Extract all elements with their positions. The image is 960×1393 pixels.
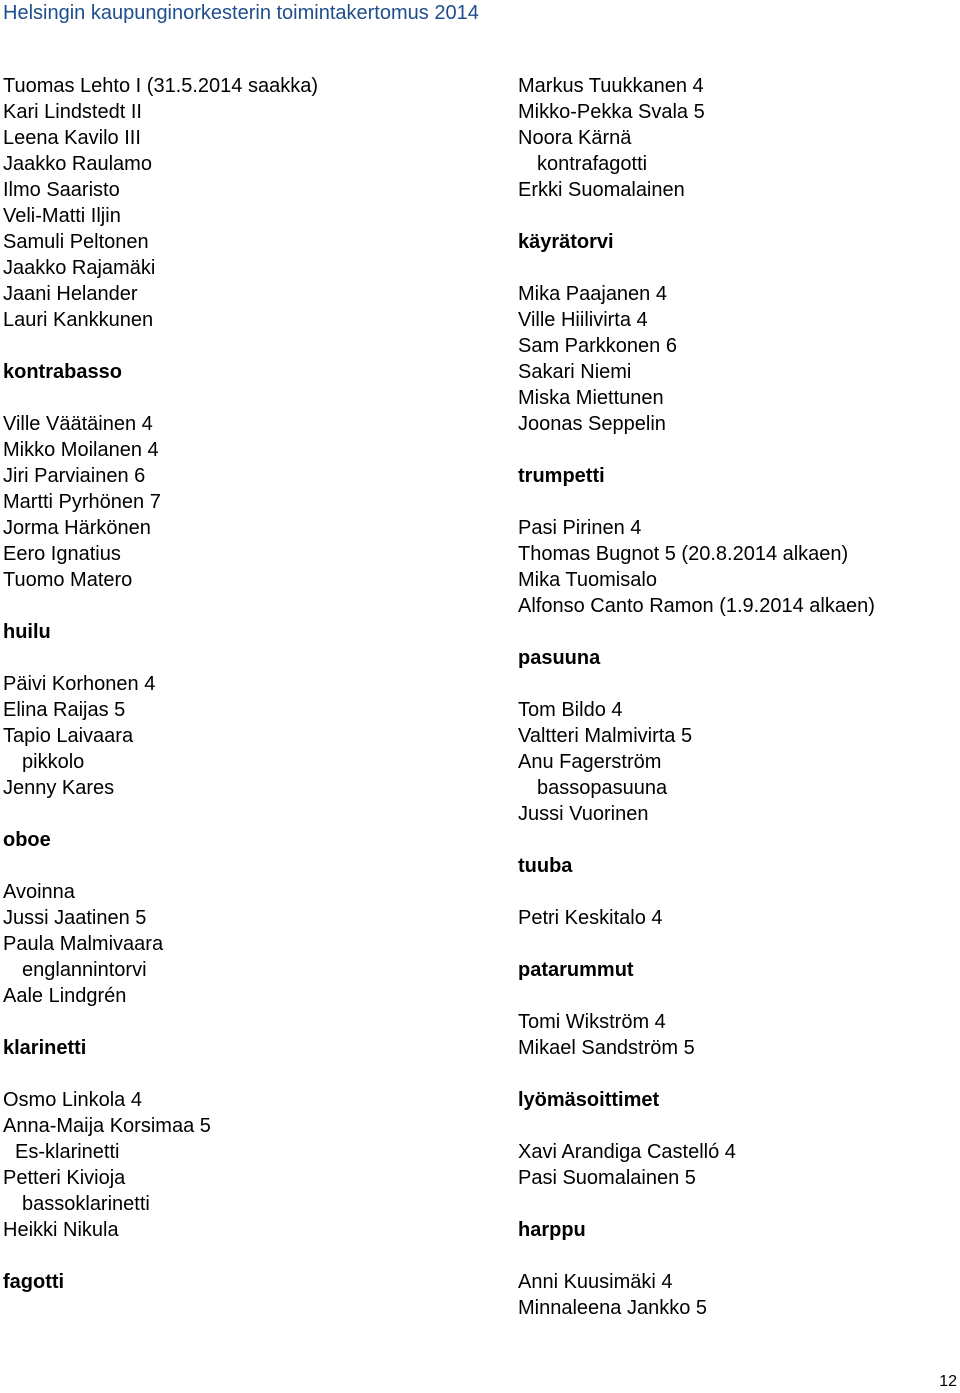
musician-name: Jaakko Rajamäki	[3, 257, 156, 279]
blank-line	[3, 1009, 493, 1035]
musician-name: Alfonso Canto Ramon (1.9.2014 alkaen)	[518, 595, 875, 617]
musician-name: Tuomas Lehto I (31.5.2014 saakka)	[3, 75, 318, 97]
blank-line	[518, 489, 958, 515]
musician-name: Veli-Matti Iljin	[3, 205, 121, 227]
musician-name: Mikael Sandström 5	[518, 1037, 695, 1059]
musician-name: Anu Fagerström	[518, 751, 662, 773]
musician-name: Petteri Kivioja	[3, 1167, 126, 1189]
section-heading: pasuuna	[518, 647, 601, 669]
instrument-subheading: englannintorvi	[22, 959, 147, 981]
musician-name: Jussi Jaatinen 5	[3, 907, 147, 929]
musician-name: Jussi Vuorinen	[518, 803, 649, 825]
blank-line	[518, 827, 958, 853]
instrument-subheading: bassoklarinetti	[22, 1193, 150, 1215]
musician-name: Thomas Bugnot 5 (20.8.2014 alkaen)	[518, 543, 849, 565]
section-heading: huilu	[3, 621, 51, 643]
musician-name: Aale Lindgrén	[3, 985, 127, 1007]
blank-line	[518, 437, 958, 463]
musician-name: Jaakko Raulamo	[3, 153, 152, 175]
musician-name: Valtteri Malmivirta 5	[518, 725, 693, 747]
blank-line	[3, 645, 493, 671]
musician-name: Samuli Peltonen	[3, 231, 149, 253]
musician-name: Mika Paajanen 4	[518, 283, 667, 305]
musician-name: Tapio Laivaara	[3, 725, 134, 747]
blank-line	[518, 671, 958, 697]
musician-name: Avoinna	[3, 881, 75, 903]
musician-name: Jiri Parviainen 6	[3, 465, 146, 487]
blank-line	[3, 333, 493, 359]
musician-name: Paula Malmivaara	[3, 933, 164, 955]
musician-name: Joonas Seppelin	[518, 413, 666, 435]
musician-name: Jenny Kares	[3, 777, 115, 799]
instrument-subheading: Es-klarinetti	[15, 1141, 120, 1163]
right-column	[518, 73, 958, 1321]
musician-name: Tomi Wikström 4	[518, 1011, 666, 1033]
section-heading: oboe	[3, 829, 51, 851]
section-heading: fagotti	[3, 1271, 65, 1293]
blank-line	[518, 1113, 958, 1139]
blank-line	[518, 203, 958, 229]
musician-name: Ilmo Saaristo	[3, 179, 120, 201]
musician-name: Elina Raijas 5	[3, 699, 126, 721]
section-heading: patarummut	[518, 959, 634, 981]
blank-line	[518, 879, 958, 905]
musician-name: Heikki Nikula	[3, 1219, 119, 1241]
blank-line	[3, 593, 493, 619]
instrument-subheading: kontrafagotti	[537, 153, 648, 175]
blank-line	[518, 619, 958, 645]
blank-line	[518, 1243, 958, 1269]
instrument-subheading: pikkolo	[22, 751, 85, 773]
musician-name: Erkki Suomalainen	[518, 179, 685, 201]
musician-name: Kari Lindstedt II	[3, 101, 142, 123]
musician-name: Petri Keskitalo 4	[518, 907, 663, 929]
musician-name: Markus Tuukkanen 4	[518, 75, 704, 97]
musician-name: Xavi Arandiga Castelló 4	[518, 1141, 736, 1163]
musician-name: Mika Tuomisalo	[518, 569, 657, 591]
blank-line	[3, 385, 493, 411]
blank-line	[518, 1061, 958, 1087]
section-heading: trumpetti	[518, 465, 605, 487]
musician-name: Tuomo Matero	[3, 569, 133, 591]
musician-name: Martti Pyrhönen 7	[3, 491, 161, 513]
blank-line	[518, 931, 958, 957]
musician-name: Eero Ignatius	[3, 543, 121, 565]
blank-line	[518, 255, 958, 281]
musician-name: Osmo Linkola 4	[3, 1089, 142, 1111]
page-number: 12	[939, 1373, 957, 1390]
section-heading: tuuba	[518, 855, 573, 877]
blank-line	[3, 853, 493, 879]
musician-name: Noora Kärnä	[518, 127, 632, 149]
blank-line	[518, 983, 958, 1009]
musician-name: Lauri Kankkunen	[3, 309, 154, 331]
musician-name: Mikko-Pekka Svala 5	[518, 101, 705, 123]
musician-name: Sakari Niemi	[518, 361, 632, 383]
instrument-subheading: bassopasuuna	[537, 777, 668, 799]
section-heading: lyömäsoittimet	[518, 1089, 660, 1111]
musician-name: Pasi Pirinen 4	[518, 517, 642, 539]
musician-name: Minnaleena Jankko 5	[518, 1297, 708, 1319]
blank-line	[3, 1061, 493, 1087]
musician-name: Tom Bildo 4	[518, 699, 623, 721]
blank-line	[3, 1243, 493, 1269]
musician-name: Miska Miettunen	[518, 387, 664, 409]
left-column	[3, 73, 493, 1295]
section-heading: kontrabasso	[3, 361, 122, 383]
blank-line	[3, 801, 493, 827]
musician-name: Jorma Härkönen	[3, 517, 151, 539]
musician-name: Ville Väätäinen 4	[3, 413, 153, 435]
musician-name: Anna-Maija Korsimaa 5	[3, 1115, 211, 1137]
musician-name: Päivi Korhonen 4	[3, 673, 156, 695]
musician-name: Ville Hiilivirta 4	[518, 309, 648, 331]
musician-name: Sam Parkkonen 6	[518, 335, 677, 357]
musician-name: Mikko Moilanen 4	[3, 439, 159, 461]
musician-name: Pasi Suomalainen 5	[518, 1167, 696, 1189]
musician-name: Leena Kavilo III	[3, 127, 141, 149]
document-header: Helsingin kaupunginorkesterin toimintakertomus 2014	[3, 2, 479, 24]
section-heading: harppu	[518, 1219, 586, 1241]
musician-name: Anni Kuusimäki 4	[518, 1271, 673, 1293]
musician-name: Jaani Helander	[3, 283, 138, 305]
section-heading: käyrätorvi	[518, 231, 614, 253]
section-heading: klarinetti	[3, 1037, 87, 1059]
blank-line	[518, 1191, 958, 1217]
